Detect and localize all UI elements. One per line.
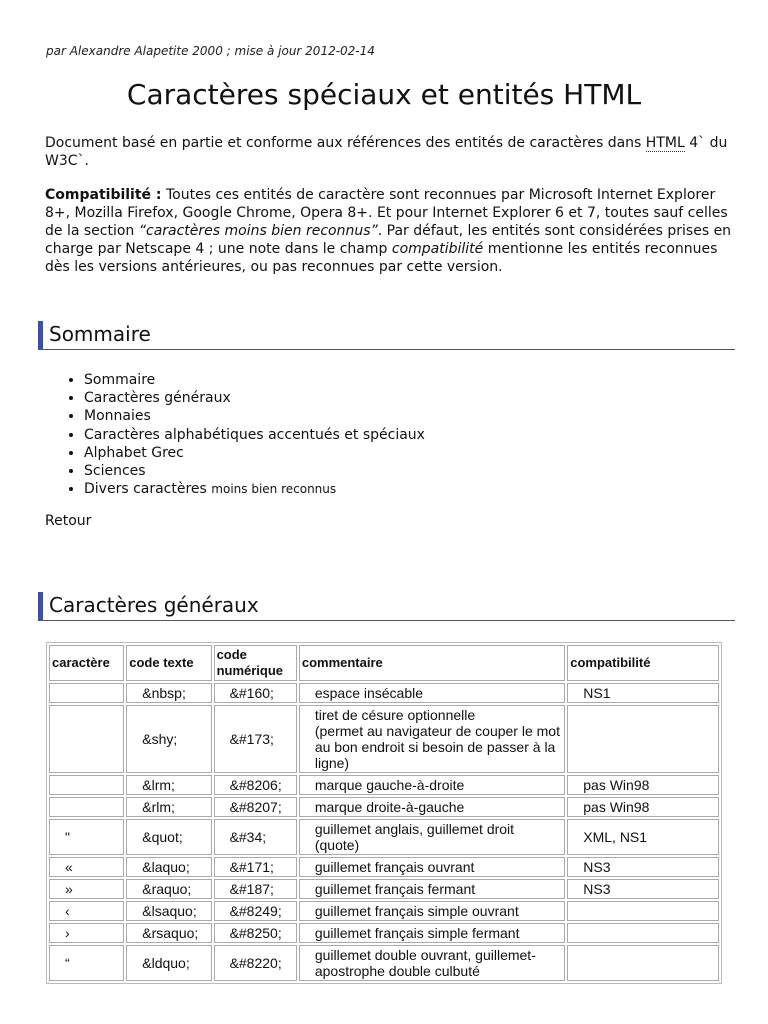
cell-text-code: &rlm;	[126, 797, 211, 817]
compat-paragraph	[45, 186, 735, 276]
intro-text-end: 4` du W3C`.	[45, 135, 728, 169]
cell-character: "	[49, 819, 124, 855]
cell-compatibility: pas Win98	[567, 775, 719, 795]
cell-numeric-code: &#160;	[214, 683, 297, 703]
table-row	[49, 705, 719, 773]
sommaire-list	[46, 371, 425, 498]
cell-comment: marque gauche-à-droite	[299, 775, 565, 795]
cell-character: «	[49, 857, 124, 877]
cell-character	[49, 797, 124, 817]
toc-item-label: Divers caractères	[84, 481, 212, 498]
compat-text: Toutes ces entités de caractère sont reconnues par Microsoft Internet Explorer 8+, Mozilla Firefox, Google Chrome, Opera 8+. Et pour Internet Explorer 6 et 7, toutes sauf celles de la section	[45, 187, 728, 239]
toc-item[interactable]: • Caractères généraux	[84, 389, 425, 407]
cell-numeric-code: &#8220;	[214, 945, 297, 981]
cell-text-code: &shy;	[126, 705, 211, 773]
cell-comment: guillemet anglais, guillemet droit (quote)	[299, 819, 565, 855]
byline: par Alexandre Alapetite 2000 ; mise à jour 2012-02-14	[46, 44, 375, 58]
sommaire-heading: Sommaire	[38, 321, 735, 350]
generaux-heading: Caractères généraux	[38, 592, 735, 621]
compat-text: mentionne les entités reconnues dès les versions antérieures, ou pas reconnues par cette version.	[45, 241, 718, 275]
entities-table	[46, 642, 722, 984]
cell-compatibility	[567, 923, 719, 943]
toc-item[interactable]: • Caractères alphabétiques accentués et spéciaux	[84, 426, 425, 444]
cell-character	[49, 683, 124, 703]
cell-compatibility	[567, 705, 719, 773]
page-title: Caractères spéciaux et entités HTML	[126, 78, 642, 111]
col-header: commentaire	[299, 645, 565, 681]
cell-numeric-code: &#8249;	[214, 901, 297, 921]
table-header-row	[49, 645, 719, 681]
table-row	[49, 857, 719, 877]
cell-numeric-code: &#187;	[214, 879, 297, 899]
cell-numeric-code: &#171;	[214, 857, 297, 877]
cell-comment: marque droite-à-gauche	[299, 797, 565, 817]
compat-field-name: compatibilité	[391, 241, 484, 257]
cell-text-code: &rsaquo;	[126, 923, 211, 943]
cell-character	[49, 705, 124, 773]
html-abbr: HTML	[645, 135, 685, 151]
toc-item[interactable]	[84, 480, 425, 498]
cell-numeric-code: &#8250;	[214, 923, 297, 943]
table-row	[49, 923, 719, 943]
cell-text-code: &quot;	[126, 819, 211, 855]
col-header: code numérique	[214, 645, 297, 681]
cell-text-code: &laquo;	[126, 857, 211, 877]
cell-character	[49, 775, 124, 795]
cell-character: “	[49, 945, 124, 981]
table-row	[49, 879, 719, 899]
cell-compatibility: pas Win98	[567, 797, 719, 817]
cell-character: ‹	[49, 901, 124, 921]
cell-comment: guillemet français ouvrant	[299, 857, 565, 877]
toc-item-small: moins bien reconnus	[211, 482, 337, 497]
cell-text-code: &ldquo;	[126, 945, 211, 981]
cell-compatibility: NS1	[567, 683, 719, 703]
col-header: compatibilité	[567, 645, 719, 681]
cell-comment: espace insécable	[299, 683, 565, 703]
cell-numeric-code: &#173;	[214, 705, 297, 773]
cell-compatibility: NS3	[567, 879, 719, 899]
cell-comment: guillemet français fermant	[299, 879, 565, 899]
toc-item[interactable]: • Alphabet Grec	[84, 444, 425, 462]
intro-paragraph	[45, 134, 735, 170]
retour-link[interactable]: Retour	[45, 513, 92, 529]
table-row	[49, 683, 719, 703]
cell-compatibility	[567, 945, 719, 981]
cell-text-code: &raquo;	[126, 879, 211, 899]
intro-text: Document basé en partie et conforme aux références des entités de caractères dans	[45, 135, 646, 151]
compat-label: Compatibilité :	[45, 187, 162, 203]
toc-item[interactable]: • Monnaies	[84, 407, 425, 425]
compat-section-link[interactable]: “caractères moins bien reconnus”	[138, 223, 378, 239]
table-row	[49, 901, 719, 921]
cell-compatibility	[567, 901, 719, 921]
cell-character: »	[49, 879, 124, 899]
compat-text: . Par défaut, les entités sont considérées prises en charge par Netscape 4 ; une note dans le champ	[45, 223, 732, 257]
cell-comment: guillemet français simple fermant	[299, 923, 565, 943]
cell-compatibility: NS3	[567, 857, 719, 877]
cell-text-code: &lrm;	[126, 775, 211, 795]
col-header: caractère	[49, 645, 124, 681]
cell-comment: guillemet français simple ouvrant	[299, 901, 565, 921]
toc-item[interactable]: • Sommaire	[84, 371, 425, 389]
cell-text-code: &lsaquo;	[126, 901, 211, 921]
cell-character: ›	[49, 923, 124, 943]
cell-comment: guillemet double ouvrant, guillemet- apostrophe double culbuté	[299, 945, 565, 981]
cell-numeric-code: &#8206;	[214, 775, 297, 795]
table-row	[49, 797, 719, 817]
toc-item[interactable]: • Sciences	[84, 462, 425, 480]
table-row	[49, 819, 719, 855]
cell-numeric-code: &#34;	[214, 819, 297, 855]
cell-compatibility: XML, NS1	[567, 819, 719, 855]
cell-comment: tiret de césure optionnelle (permet au navigateur de couper le mot au bon endroit si besoin de passer à la ligne)	[299, 705, 565, 773]
cell-text-code: &nbsp;	[126, 683, 211, 703]
cell-numeric-code: &#8207;	[214, 797, 297, 817]
table-row	[49, 945, 719, 981]
table-row	[49, 775, 719, 795]
col-header: code texte	[126, 645, 211, 681]
table-body	[49, 683, 719, 981]
